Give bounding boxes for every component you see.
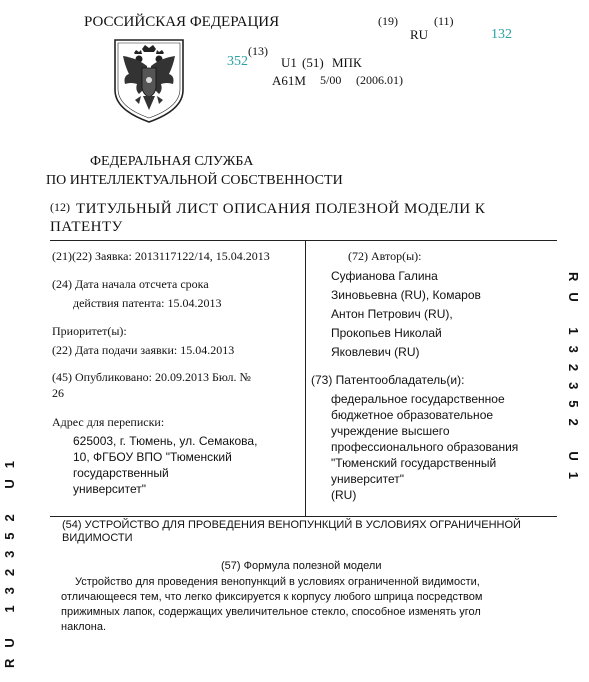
address-line: государственный [73,466,169,480]
priority-label: Приоритет(ы): [52,324,127,338]
formula-line: отличающееся тем, что легко фиксируется к корпусу любого шприца посредством [61,591,483,603]
ipc-version: (2006.01) [356,73,403,87]
divider-bottom [50,516,557,517]
owner-line: университет" [331,472,405,486]
invention-title-line-2: ВИДИМОСТИ [62,532,133,544]
agency-line-2: ПО ИНТЕЛЛЕКТУАЛЬНОЙ СОБСТВЕННОСТИ [46,173,343,188]
patent-number: 132 [491,27,512,42]
formula-text [61,575,531,635]
code-13: (13) [248,44,268,58]
application-info: (21)(22) Заявка: 2013117122/14, 15.04.2013 [52,249,270,263]
title-code: (12) [50,200,70,214]
country-code: RU [410,27,429,42]
address-line: 10, ФГБОУ ВПО "Тюменский [73,450,232,464]
left-margin-number: RU 132352 U1 [2,450,17,668]
address-label: Адрес для переписки: [52,415,165,429]
owner-line: профессионального образования [331,440,519,454]
filing-date: (22) Дата подачи заявки: 15.04.2013 [52,343,235,357]
owner-line: бюджетное образовательное [331,408,494,422]
invention-title-line-1: (54) УСТРОЙСТВО ДЛЯ ПРОВЕДЕНИЯ ВЕНОПУНКЦИЙ В УСЛОВИЯХ ОГРАНИЧЕННОЙ [62,519,521,531]
owner-line: учреждение высшего [331,424,450,438]
author-line: Антон Петрович (RU), [331,307,453,321]
mpk-label: МПК [332,55,362,70]
owner-line: (RU) [331,488,357,502]
formula-line: прижимных лапок, содержащих увеличительное стекло, способное изменять угол [61,606,481,618]
country-name: РОССИЙСКАЯ ФЕДЕРАЦИЯ [84,14,280,30]
kind-code: U1 [281,55,297,70]
author-line: Суфианова Галина [331,269,438,283]
patent-number-cont: 352 [227,54,248,69]
formula-line: Устройство для проведения венопункций в условиях ограниченной видимости, [75,576,480,588]
ipc-group: 5/00 [320,73,342,87]
code-19: (19) [378,14,398,28]
agency-line-1: ФЕДЕРАЛЬНАЯ СЛУЖБА [90,154,254,169]
authors-block [331,267,481,362]
term-line-1: (24) Дата начала отсчета срока [52,277,209,291]
author-line: Зиновьевна (RU), Комаров [331,288,481,302]
address-line: 625003, г. Тюмень, ул. Семакова, [73,434,258,448]
code-11: (11) [434,14,454,28]
divider-top [50,240,557,241]
ipc-class: A61M [272,73,306,88]
document-title-line-2: ПАТЕНТУ [50,219,123,235]
author-line: Яковлевич (RU) [331,345,420,359]
right-margin-number: RU 132352 U1 [566,272,581,490]
formula-heading: (57) Формула полезной модели [221,560,382,572]
owner-block [331,391,518,503]
formula-line: наклона. [61,621,107,633]
divider-column [305,240,306,516]
code-51: (51) [302,55,324,70]
address-block [73,433,257,497]
authors-label: (72) Автор(ы): [348,249,422,263]
coat-of-arms-emblem [109,36,189,124]
owner-line: федеральное государственное [331,392,505,406]
published-line-2: 26 [52,386,64,400]
address-line: университет" [73,482,147,496]
published-line-1: (45) Опубликовано: 20.09.2013 Бюл. № [52,370,251,384]
owner-line: "Тюменский государственный [331,456,497,470]
term-line-2: действия патента: 15.04.2013 [73,296,222,310]
author-line: Прокопьев Николай [331,326,442,340]
document-title-line-1: ТИТУЛЬНЫЙ ЛИСТ ОПИСАНИЯ ПОЛЕЗНОЙ МОДЕЛИ К [76,201,486,217]
owner-label: (73) Патентообладатель(и): [311,373,465,387]
